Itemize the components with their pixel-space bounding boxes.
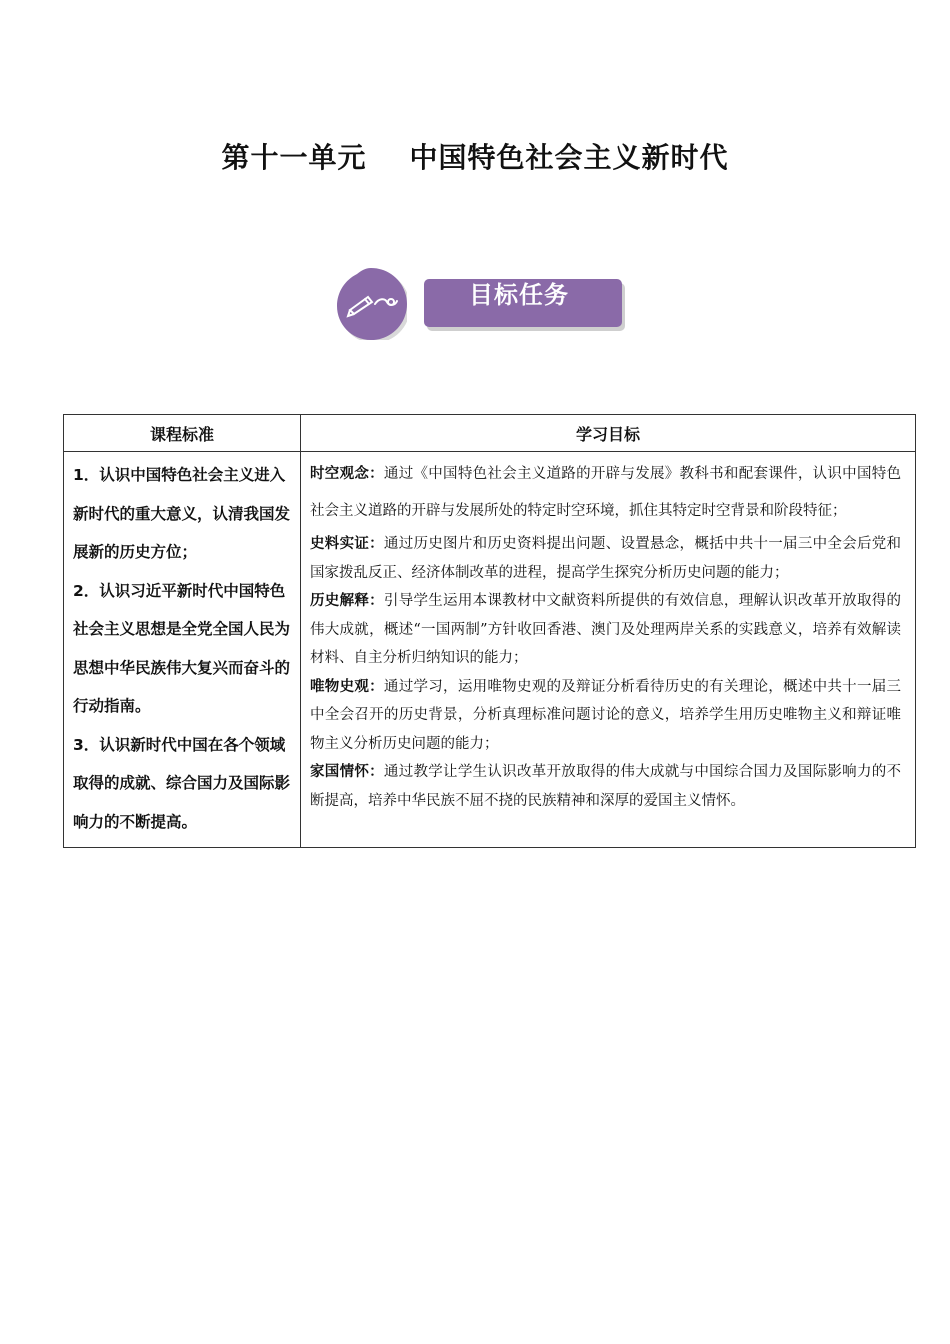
objective-label: 历史解释：	[310, 593, 384, 609]
objective-label: 唯物史观：	[310, 678, 384, 695]
badge-label-box	[424, 279, 622, 327]
standards-cell	[64, 452, 301, 848]
objective-label: 史料实证：	[310, 536, 384, 552]
objective-item	[310, 587, 901, 673]
header-learning-objectives: 学习目标	[301, 415, 916, 452]
standard-item: 1．认识中国特色社会主义进入新时代的重大意义，认清我国发展新的历史方位；	[73, 466, 291, 561]
objective-text: 通过学习，运用唯物史观的及辩证分析看待历史的有关理论，概述中共十一届三中全会召开的历史背景，分析真理标准问题讨论的意义，培养学生用历史唯物主义和辩证唯物主义分析历史问题的能力；	[310, 678, 902, 752]
badge-label: 目标任务	[469, 281, 569, 309]
goals-table	[63, 414, 916, 848]
table-row	[64, 452, 916, 848]
objective-item	[310, 456, 901, 530]
objective-text: 通过《中国特色社会主义道路的开辟与发展》教科书和配套课件，认识中国特色社会主义道路的开辟与发展所处的特定时空环境，抓住其特定时空背景和阶段特征；	[310, 466, 902, 519]
objective-item	[310, 758, 901, 815]
header-course-standard: 课程标准	[64, 415, 301, 452]
objective-text: 引导学生运用本课教材中文献资料所提供的有效信息，理解认识改革开放取得的伟大成就，概述“一国两制”方针收回香港、澳门及处理两岸关系的实践意义，培养有效解读材料、自主分析归纳知识的能力；	[310, 593, 902, 666]
section-badge	[335, 266, 635, 346]
objective-item	[310, 530, 901, 587]
objective-text: 通过教学让学生认识改革开放取得的伟大成就与中国综合国力及国际影响力的不断提高，培养中华民族不屈不挠的民族精神和深厚的爱国主义情怀。	[310, 764, 902, 809]
objective-label: 家国情怀：	[310, 764, 384, 780]
pen-nib-icon	[335, 266, 407, 340]
objective-label: 时空观念：	[310, 466, 384, 482]
page-title: 第十一单元 中国特色社会主义新时代	[221, 141, 729, 174]
table-header-row	[64, 415, 916, 452]
standard-item: 3．认识新时代中国在各个领域取得的成就、综合国力及国际影响力的不断提高。	[73, 735, 291, 831]
objective-text: 通过历史图片和历史资料提出问题、设置悬念，概括中共十一届三中全会后党和国家拨乱反正、经济体制改革的进程，提高学生探究分析历史问题的能力；	[310, 536, 902, 581]
standard-item: 2．认识习近平新时代中国特色社会主义思想是全党全国人民为思想中华民族伟大复兴而奋斗的行动指南。	[73, 581, 291, 715]
objective-item	[310, 673, 901, 759]
objectives-cell	[301, 452, 916, 848]
